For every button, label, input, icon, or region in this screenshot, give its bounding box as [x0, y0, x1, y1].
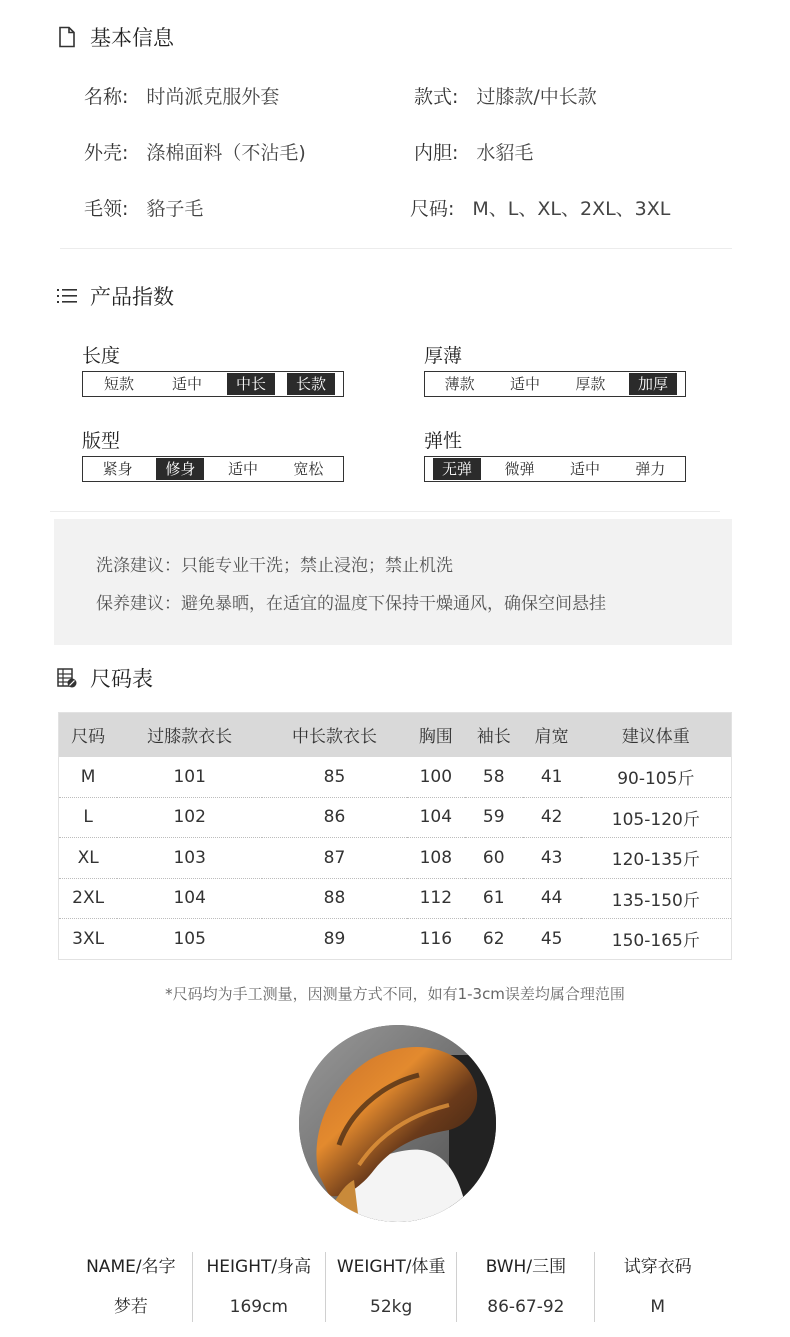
document-icon: [56, 26, 78, 48]
index-elasticity-scale: [424, 456, 686, 482]
index-fit-label: 版型: [82, 430, 121, 452]
cell: 45: [540, 928, 563, 949]
cell: 100: [407, 757, 465, 798]
table-header-row: [59, 713, 732, 757]
list-icon: [56, 285, 78, 307]
option-moderate: 适中: [509, 375, 540, 393]
header-knee-length: 过膝款衣长: [117, 713, 262, 757]
cell: 58: [465, 757, 523, 798]
option-medium-stretch: 适中: [569, 460, 600, 478]
cell: 2XL: [59, 878, 118, 919]
cell: 112: [407, 878, 465, 919]
index-thickness-scale: [424, 371, 686, 397]
index-fit-scale: [82, 456, 344, 482]
size-table: [58, 712, 732, 960]
basic-info-heading: [56, 22, 174, 52]
cell: 135-150斤: [581, 878, 732, 919]
cell: 43: [523, 838, 581, 879]
cell: 41: [523, 757, 581, 798]
model-height-col: [192, 1252, 325, 1322]
cell: M: [59, 757, 118, 798]
cell: 108: [407, 838, 465, 879]
cell: 86: [262, 797, 407, 838]
divider: [50, 511, 720, 512]
model-weight-col: [325, 1252, 456, 1322]
model-size-value: M: [650, 1297, 666, 1317]
header-size: 尺码: [59, 713, 118, 757]
index-length-scale: [82, 371, 344, 397]
size-chart-icon: [56, 667, 78, 689]
header-sleeve: 袖长: [465, 713, 523, 757]
option-regular: 适中: [227, 460, 258, 478]
cell: 3XL: [72, 928, 105, 949]
cell: 101: [117, 757, 262, 798]
basic-info-title: 基本信息: [90, 26, 174, 50]
cell: 85: [262, 757, 407, 798]
product-index-heading: [56, 281, 174, 311]
option-extra-thick: 加厚: [629, 373, 677, 395]
index-fit: [82, 426, 344, 482]
cell: 87: [262, 838, 407, 879]
option-long: 长款: [287, 373, 335, 395]
model-bwh-header: BWH/三围: [485, 1257, 567, 1277]
care-box: [54, 519, 732, 645]
cell: 61: [465, 878, 523, 919]
index-length-label: 长度: [82, 345, 121, 367]
cell: 88: [262, 878, 407, 919]
header-mid-length: 中长款衣长: [262, 713, 407, 757]
model-name-col: [70, 1252, 192, 1322]
option-thin: 薄款: [444, 375, 475, 393]
maintenance-advice: 保养建议：避免暴晒，在适宜的温度下保持干燥通风，确保空间悬挂: [96, 594, 606, 614]
header-weight: 建议体重: [581, 713, 732, 757]
cell: 62: [482, 928, 505, 949]
divider: [60, 248, 732, 249]
cell: 59: [465, 797, 523, 838]
header-shoulder: 肩宽: [523, 713, 581, 757]
cell: L: [59, 797, 118, 838]
model-name-header: NAME/名字: [86, 1257, 176, 1277]
option-mid-long: 中长: [227, 373, 275, 395]
option-medium: 适中: [171, 375, 202, 393]
header-chest: 胸围: [407, 713, 465, 757]
index-thickness: [424, 341, 686, 397]
cell: 44: [523, 878, 581, 919]
model-size-col: [594, 1252, 720, 1322]
option-tight: 紧身: [102, 460, 133, 478]
model-weight-header: WEIGHT/体重: [336, 1257, 446, 1277]
index-elasticity: [424, 426, 686, 482]
size-note: *尺码均为手工测量，因测量方式不同，如有1-3cm误差均属合理范围: [165, 985, 625, 1003]
product-index-title: 产品指数: [90, 285, 174, 309]
model-height-value: 169cm: [229, 1297, 288, 1317]
cell: 89: [323, 928, 346, 949]
cell: 150-165斤: [611, 931, 700, 952]
info-lining: 内胆: 水貂毛: [414, 142, 534, 164]
option-loose: 宽松: [293, 460, 324, 478]
cell: 105: [173, 928, 206, 949]
table-row: [59, 838, 732, 879]
cell: 60: [465, 838, 523, 879]
info-style: 款式: 过膝款/中长款: [414, 86, 597, 108]
model-weight-value: 52kg: [370, 1297, 413, 1317]
cell: 102: [117, 797, 262, 838]
size-chart-title: 尺码表: [90, 667, 153, 691]
info-name: 名称: 时尚派克服外套: [84, 86, 280, 108]
index-length: [82, 341, 344, 397]
model-photo: [299, 1025, 496, 1222]
option-no-stretch: 无弹: [433, 458, 481, 480]
option-slight-stretch: 微弹: [504, 460, 535, 478]
cell: 104: [407, 797, 465, 838]
wash-advice: 洗涤建议：只能专业干洗；禁止浸泡；禁止机洗: [96, 556, 453, 576]
option-thick: 厚款: [575, 375, 606, 393]
table-row: [59, 919, 732, 960]
size-chart-heading: [56, 663, 153, 693]
cell: 90-105斤: [581, 757, 732, 798]
table-row: [59, 757, 732, 798]
cell: 104: [117, 878, 262, 919]
option-slim: 修身: [156, 458, 204, 480]
option-short: 短款: [103, 375, 134, 393]
table-row: [59, 797, 732, 838]
cell: 120-135斤: [581, 838, 732, 879]
model-height-header: HEIGHT/身高: [206, 1257, 312, 1277]
cell: XL: [59, 838, 118, 879]
model-info: [70, 1252, 720, 1322]
model-size-header: 试穿衣码: [623, 1257, 692, 1277]
table-row: [59, 878, 732, 919]
model-name-value: 梦若: [113, 1297, 148, 1317]
model-bwh-value: 86-67-92: [487, 1297, 565, 1317]
cell: 116: [419, 928, 453, 949]
cell: 42: [523, 797, 581, 838]
cell: 105-120斤: [581, 797, 732, 838]
info-shell: 外壳: 涤棉面料（不沾毛): [84, 142, 306, 164]
index-elasticity-label: 弹性: [424, 430, 463, 452]
info-sizes: 尺码: M、L、XL、2XL、3XL: [410, 198, 671, 220]
index-thickness-label: 厚薄: [424, 345, 463, 367]
info-collar: 毛领: 貉子毛: [84, 198, 204, 220]
cell: 103: [117, 838, 262, 879]
model-bwh-col: [456, 1252, 594, 1322]
option-stretch: 弹力: [635, 460, 666, 478]
